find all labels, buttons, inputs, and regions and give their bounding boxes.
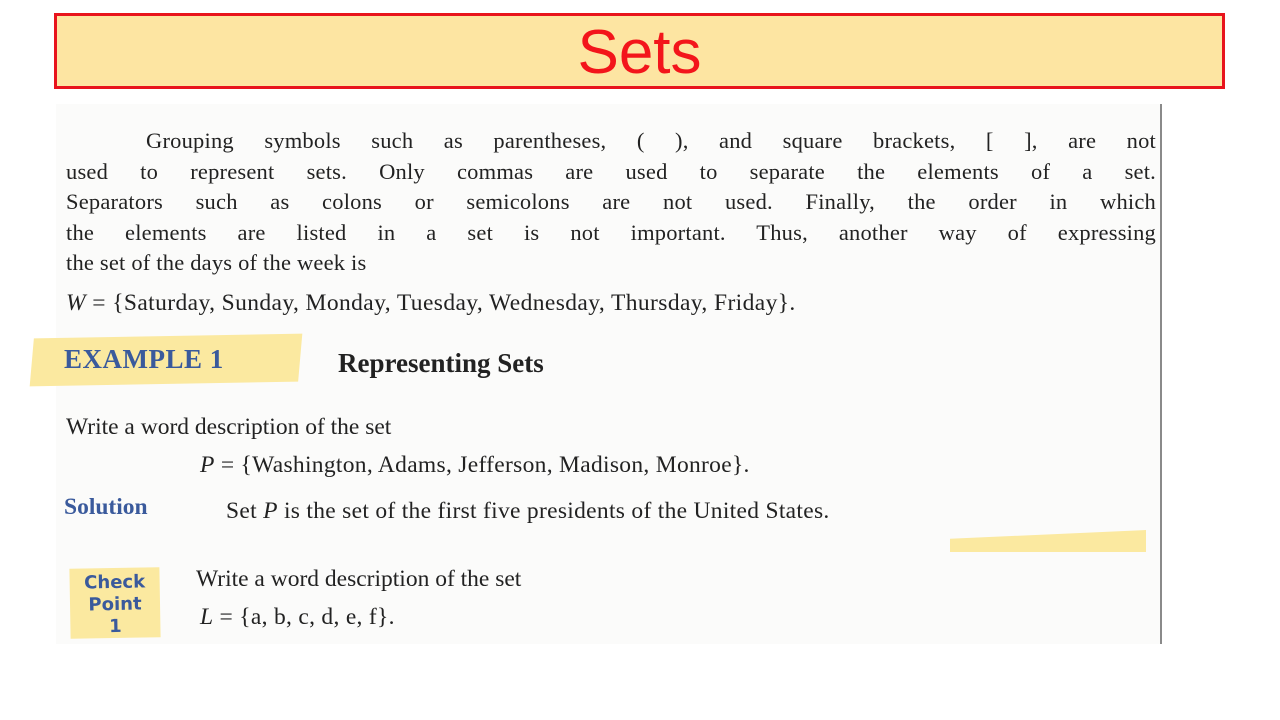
check-point-prompt: Write a word description of the set: [196, 566, 522, 592]
set-l-variable: L: [200, 604, 214, 630]
paragraph-line: the set of the days of the week is: [66, 250, 367, 275]
set-p-variable: P: [200, 452, 215, 478]
set-p-expression: = {Washington, Adams, Jefferson, Madison, Monroe}.: [214, 452, 750, 478]
paragraph-line: Separators such as colons or semicolons are not used. Finally, the order in which: [66, 189, 1156, 214]
check-point-number: 1: [108, 615, 122, 638]
page-edge-divider: [1160, 104, 1162, 644]
set-w-equation: [66, 290, 796, 317]
slide-title-bar: [54, 13, 1225, 89]
solution-variable: P: [263, 498, 278, 524]
intro-paragraph: [66, 126, 1156, 279]
check-point-badge: [69, 567, 160, 639]
paragraph-line: Grouping symbols such as parentheses, ( ), and square brackets, [ ], are not: [146, 128, 1156, 153]
example-title: Representing Sets: [338, 348, 544, 378]
set-l-equation: [200, 604, 395, 631]
example-label: EXAMPLE 1: [64, 344, 224, 374]
slide-title: Sets: [577, 18, 702, 87]
check-point-line: Point: [88, 593, 142, 616]
paragraph-line: used to represent sets. Only commas are used to separate the elements of a set.: [66, 158, 1156, 184]
solution-text: [226, 498, 830, 525]
paragraph-line: the elements are listed in a set is not important. Thus, another way of expressing: [66, 219, 1156, 245]
set-p-equation: [200, 452, 750, 479]
set-w-variable: W: [66, 290, 86, 316]
set-w-expression: = {Saturday, Sunday, Monday, Tuesday, Wednesday, Thursday, Friday}.: [85, 290, 796, 316]
check-point-line: Check: [84, 571, 146, 594]
example-prompt: Write a word description of the set: [66, 414, 392, 440]
solution-suffix: is the set of the first five presidents of the United States.: [277, 498, 830, 524]
solution-label: Solution: [64, 494, 148, 520]
set-l-expression: = {a, b, c, d, e, f}.: [213, 604, 395, 630]
solution-prefix: Set: [226, 498, 264, 524]
